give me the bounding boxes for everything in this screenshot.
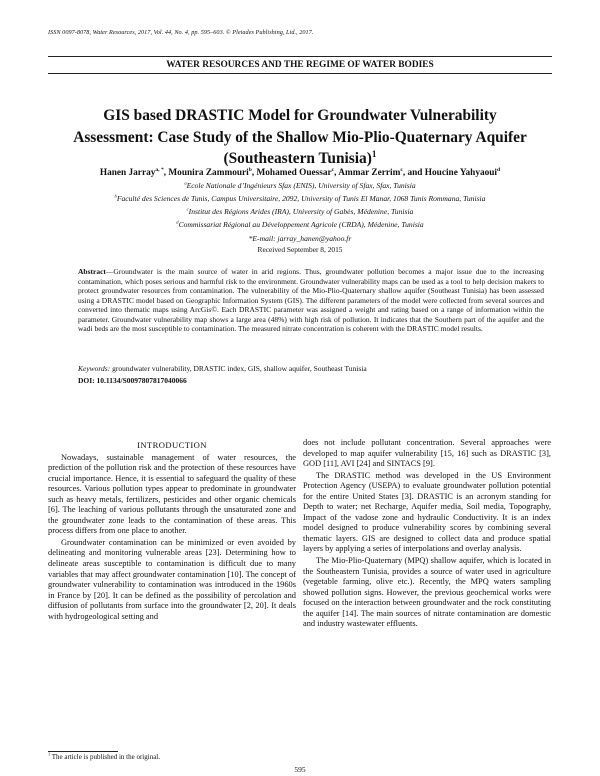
affiliation bbox=[40, 207, 560, 218]
affiliation bbox=[40, 220, 560, 231]
affiliation-text: Faculté des Sciences de Tunis, Campus Universitaire, 2092, University of Tunis El Manar, 1068 Tunis Rommana, Tunisia bbox=[116, 194, 486, 203]
author-name: Mounira Zammouri bbox=[168, 168, 249, 178]
author-name: Houcine Yahyaoui bbox=[424, 168, 498, 178]
footnote-text: The article is published in the original. bbox=[50, 753, 160, 761]
abstract-text: —Groundwater is the main source of water in arid regions. Thus, groundwater pollution becomes a major issue due to the increasing contamination, which poses serious and harmful risk to the environment. Groundwater vulnerability maps can be used as a tool to help decision makers to protect groundwater resources from contamination. The vulnerability of the Mio-Plio-Quaternary shallow aquifer (Southeast Tunisia) has been assessed using a DRASTIC model based on Geographic Information System (GIS). The different parameters of the model were collected from several sources and converted into thematic maps using ArcGis©. Each DRASTIC parameter was assigned a weight and rating based on a range of information within the parameter. Groundwater vulnerability map shows a large area (48%) with high risk of pollution. It indicates that the Southern part of the aquifer and the wadi beds are the most susceptible to contamination. The measured nitrate concentration is coherent with the DRASTIC model results. bbox=[78, 267, 544, 334]
author-affil-mark: c bbox=[331, 166, 335, 173]
author-separator: , and bbox=[402, 168, 425, 178]
affiliation-mark: d bbox=[176, 219, 179, 225]
affiliation-mark: a bbox=[184, 180, 187, 186]
received-date: Received September 8, 2015 bbox=[257, 245, 343, 254]
journal-citation-line: ISSN 0097-8078, Water Resources, 2017, Vol. 44, No. 4, pp. 595–603. © Pleiades Publishing, Ltd., 2017. bbox=[48, 29, 314, 36]
title-line-2: Assessment: Case Study of the Shallow Mio-Plio-Quaternary Aquifer bbox=[73, 128, 527, 146]
body-paragraph: The DRASTIC method was developed in the US Environment Protection Agency (USEPA) to evaluate groundwater pollution potential for the entire United States [3]. DRASTIC is an acronym standing for Depth to water; net Recharge, Aquifer media, Soil media, Topography, Impact of the vadose zone and hydraulic Conductivity. It is an index model designed to produce vulnerability scores by combining several thematic layers. GIS are designed to collect data and produce spatial layers by applying a series of interpolations and overlay analysis. bbox=[303, 470, 551, 554]
affiliation-text: Ecole Nationale d’Ingénieurs Sfax (ENIS), University of Sfax, Sfax, Tunisia bbox=[186, 181, 416, 190]
affiliation-text: Institut des Régions Arides (IRA), University of Gabès, Médenine, Tunisia bbox=[188, 207, 414, 216]
author-affil-mark: c bbox=[400, 166, 403, 173]
abstract-label: Abstract bbox=[78, 267, 106, 276]
section-header: WATER RESOURCES AND THE REGIME OF WATER BODIES bbox=[48, 56, 552, 74]
affiliation bbox=[40, 181, 560, 192]
affiliation-mark: b bbox=[114, 193, 117, 199]
title-footnote-mark: 1 bbox=[371, 148, 377, 159]
footnote bbox=[48, 753, 160, 761]
doi bbox=[78, 376, 544, 386]
author-name: Hanen Jarray bbox=[99, 168, 156, 178]
body-paragraph: does not include pollutant concentration. Several approaches were developed to map aquifer vulnerability [15, 16] such as DRASTIC [3], GOD [11], AVI [24] and SINTACS [9]. bbox=[303, 438, 551, 469]
introduction-heading: INTRODUCTION bbox=[137, 440, 207, 450]
author-list bbox=[40, 167, 560, 180]
footnote-divider bbox=[48, 751, 118, 752]
body-paragraph: The Mio-Plio-Quaternary (MPQ) shallow aquifer, which is located in the Southeastern Tunisia, provides a source of water used in agriculture (vegetable farming, olive etc.). Recently, the MPQ waters sampling showed pollution signs. However, the previous geochemical works were focused on the interaction between groundwater and the rock constituting the aquifer [14]. The main sources of nitrate contamination are domestic and industry wastewater effluents. bbox=[303, 556, 551, 629]
author-separator: , bbox=[251, 168, 257, 178]
keywords-text: groundwater vulnerability, DRASTIC index, GIS, shallow aquifer, Southeast Tunisia bbox=[110, 364, 367, 373]
doi-text: 10.1134/S0097807817040066 bbox=[94, 376, 187, 385]
abstract bbox=[78, 267, 544, 334]
author-separator: , bbox=[334, 168, 339, 178]
author-email: *E-mail: jarray_hanen@yahoo.fr bbox=[248, 234, 352, 243]
right-column bbox=[303, 438, 551, 630]
author-name: Ammar Zerrim bbox=[338, 168, 401, 178]
author-separator: , bbox=[163, 168, 169, 178]
affiliation-mark: c bbox=[186, 206, 189, 212]
keywords-label: Keywords: bbox=[78, 364, 111, 373]
author-affil-mark: b bbox=[248, 166, 252, 173]
affiliation bbox=[40, 194, 560, 205]
page-number: 595 bbox=[294, 765, 306, 774]
author-affil-mark: a, * bbox=[155, 166, 164, 173]
doi-label: DOI: bbox=[78, 376, 95, 385]
left-column bbox=[48, 440, 296, 622]
affiliation-text: Commissariat Régional au Développement Agricole (CRDA), Médenine, Tunisia bbox=[178, 220, 424, 229]
title-line-1: GIS based DRASTIC Model for Groundwater Vulnerability bbox=[103, 107, 497, 124]
body-paragraph: Groundwater contamination can be minimized or even avoided by delineating and monitoring vulnerable areas [23]. Determining how to delineate areas susceptible to contamination is difficult due to many variables that may affect groundwater contamination [10]. The concept of groundwater vulnerability to contamination was introduced in the 1960s in France by [20]. It can be defined as the possibility of percolation and diffusion of pollutants from surface into the groundwater [2, 20]. It deals with hydrogeological setting and bbox=[48, 537, 296, 621]
keywords bbox=[78, 364, 544, 374]
author-name: Mohamed Ouessar bbox=[256, 168, 332, 178]
title-line-3-text: (Southeastern Tunisia) bbox=[223, 150, 372, 167]
body-paragraph: Nowadays, sustainable management of water resources, the prediction of the pollution risk and the protection of these resources have crucial importance. Hence, it is essential to safeguard the quality of these resources. Various pollution types appear to predominate in groundwater such as heavy metals, fertilizers, pesticides and other organic chemicals [6]. The leaching of various pollutants through the unsaturated zone and the groundwater zone leads to the contamination of these areas. This process differs from one place to another. bbox=[48, 452, 296, 536]
author-affil-mark: d bbox=[497, 166, 501, 173]
footnote-mark: 1 bbox=[48, 751, 51, 757]
paper-title bbox=[60, 105, 540, 170]
